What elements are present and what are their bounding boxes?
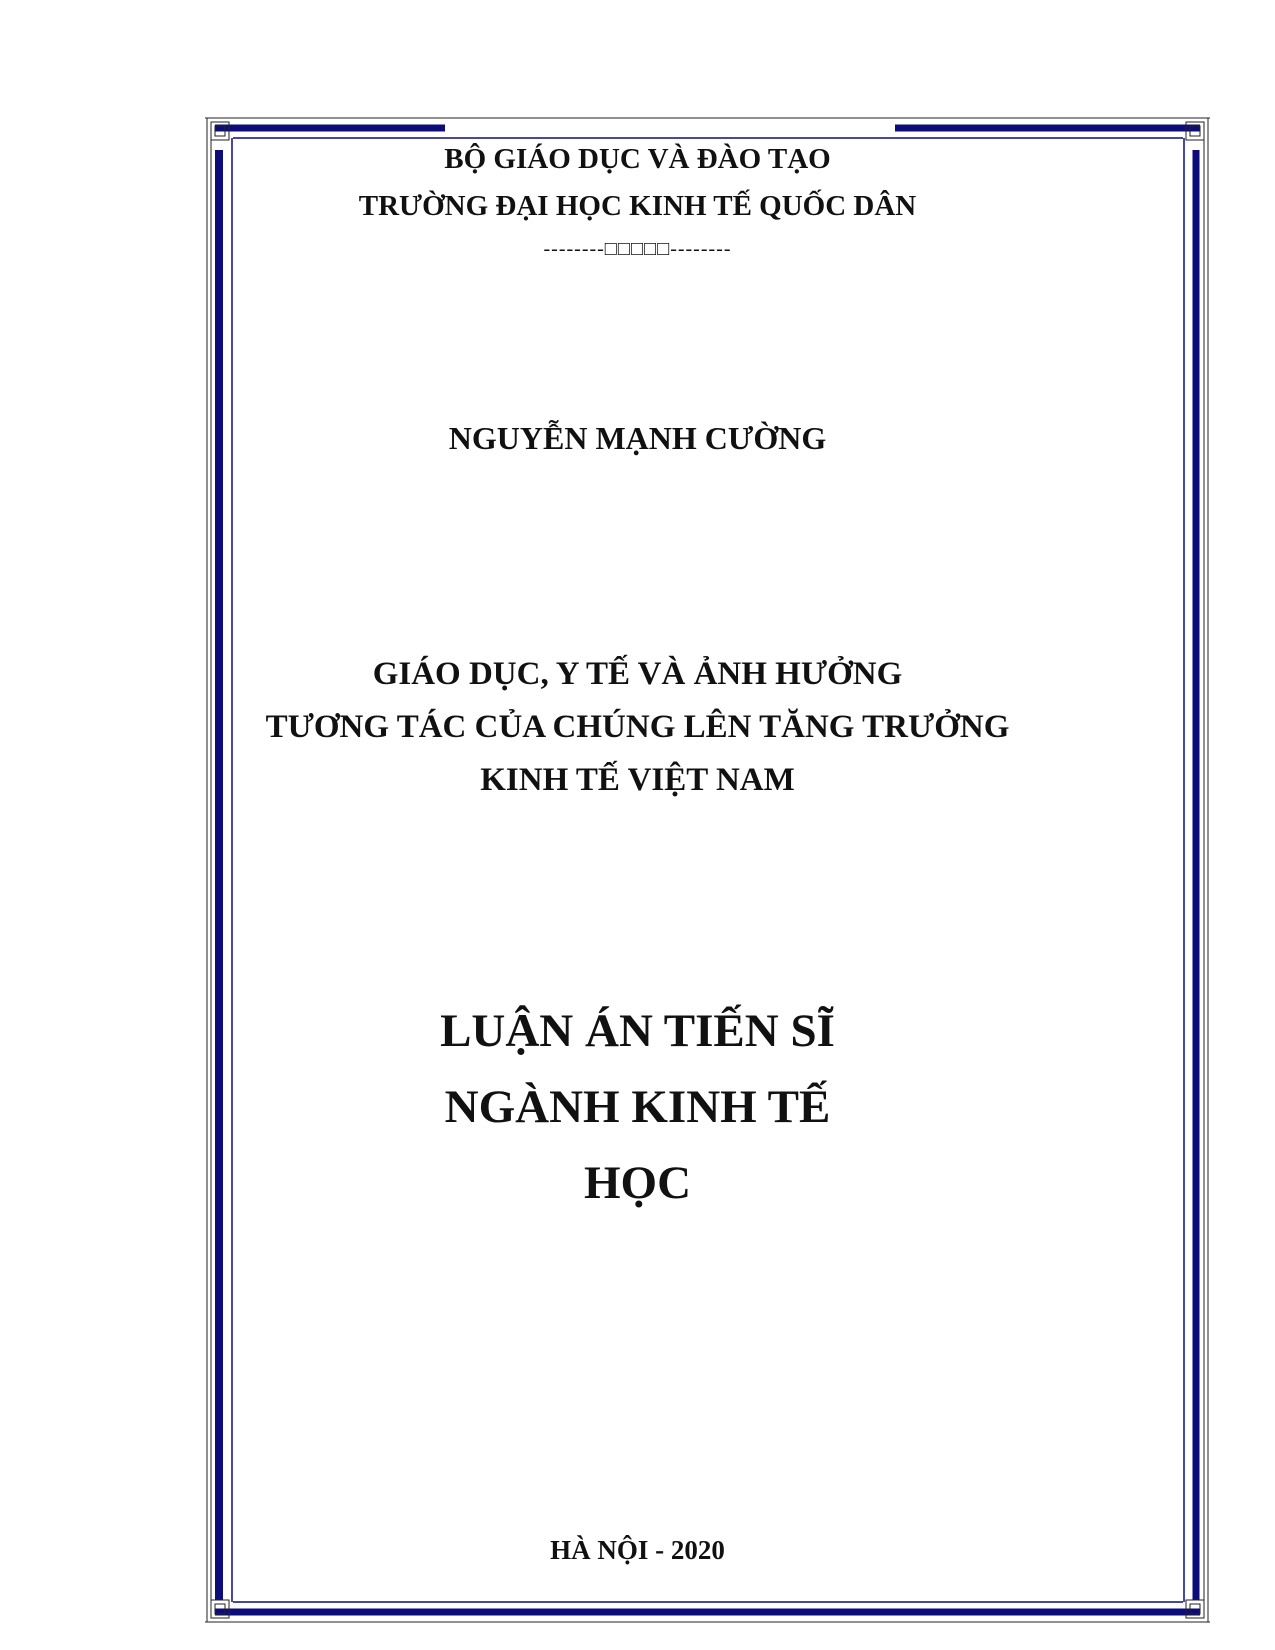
- degree-line-2: NGÀNH KINH TẾ: [444, 1081, 831, 1133]
- degree-line-1: LUẬN ÁN TIẾN SĨ: [440, 1005, 835, 1057]
- thesis-title-line-1: GIÁO DỤC, Y TẾ VÀ ẢNH HƯỞNG: [372, 656, 903, 692]
- degree-line-3: HỌC: [583, 1157, 692, 1209]
- thesis-title-line-3: KINH TẾ VIỆT NAM: [480, 762, 795, 798]
- university-name: TRƯỜNG ĐẠI HỌC KINH TẾ QUỐC DÂN: [358, 190, 917, 222]
- thesis-title-line-2: TƯƠNG TÁC CỦA CHÚNG LÊN TĂNG TRƯỞNG: [265, 709, 1010, 745]
- ministry-name: BỘ GIÁO DỤC VÀ ĐÀO TẠO: [444, 143, 831, 175]
- ornament-divider: --------□□□□□--------: [543, 238, 732, 260]
- author-name: NGUYỄN MẠNH CƯỜNG: [448, 420, 827, 456]
- place-and-year: HÀ NỘI - 2020: [550, 1535, 725, 1565]
